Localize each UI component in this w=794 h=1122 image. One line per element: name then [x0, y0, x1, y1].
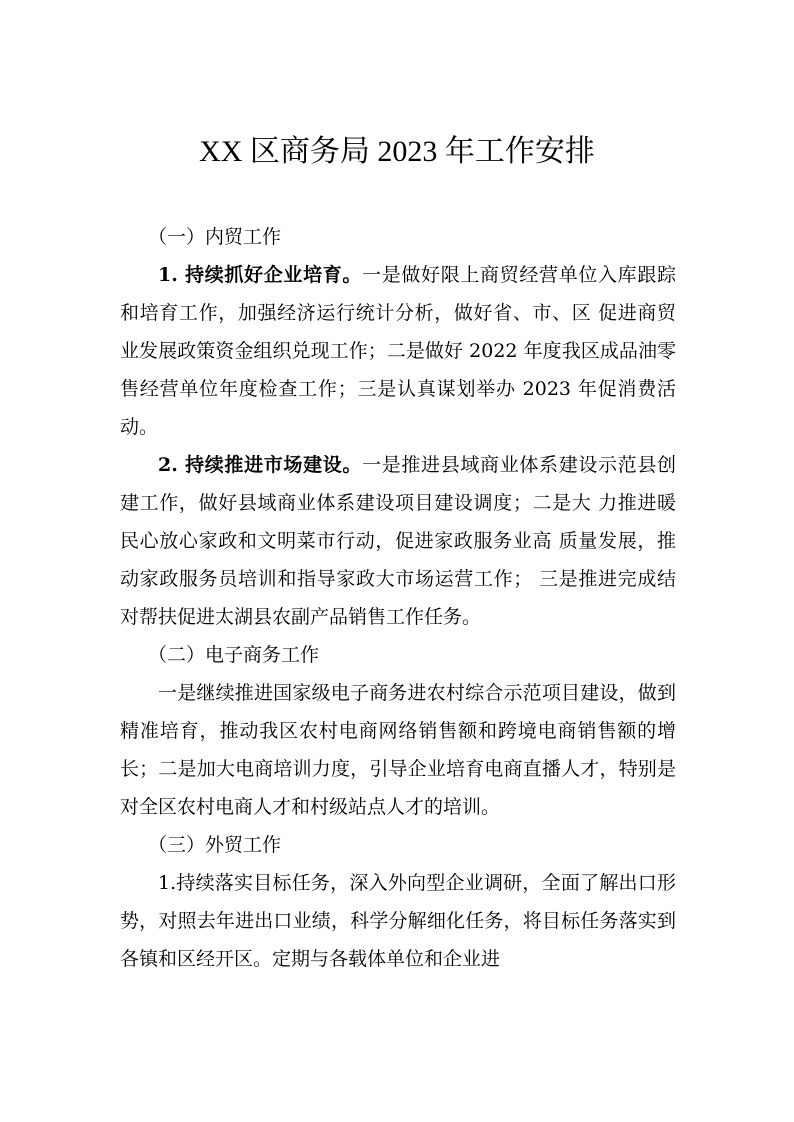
- document-body: [120, 218, 676, 978]
- section-heading-foreign-trade: （三）外贸工作: [148, 834, 282, 856]
- paragraph-text: 一是推进县域商业体系建设示范县创建工作，做好县域商业体系建设项目建设调度；二是大 力推进暖民心放心家政和文明菜市行动，促进家政服务业高 质量发展，推动家政服务员培训和指导家政大市场运营工作； 三是推进完成结对帮扶促进太湖县农副产品销售工作任务。: [120, 454, 676, 628]
- document-title: XX 区商务局 2023 年工作安排: [199, 135, 595, 168]
- paragraph-text: 一是做好限上商贸经营单位入库跟踪和培育工作，加强经济运行统计分析，做好省、市、区 促进商贸业发展政策资金组织兑现工作；二是做好 2022 年度我区成品油零售经营单位年度检查工作；三是认真谋划举办 2023 年促消费活动。: [120, 264, 676, 438]
- paragraph-lead: 2. 持续推进市场建设。: [158, 454, 363, 476]
- section-heading-e-commerce: （二）电子商务工作: [148, 644, 320, 666]
- paragraph-e-commerce: [120, 674, 676, 826]
- paragraph-lead: 1. 持续抓好企业培育。: [158, 264, 363, 286]
- section-heading-domestic-trade: （一）内贸工作: [148, 226, 282, 248]
- paragraph-text: 一是继续推进国家级电子商务进农村综合示范项目建设，做到精准培育，推动我区农村电商网络销售额和跨境电商销售额的增长；二是加大电商培训力度，引导企业培育电商直播人才，特别是对全区农村电商人才和村级站点人才的培训。: [120, 682, 676, 818]
- paragraph-market-construction: [120, 446, 676, 636]
- paragraph-enterprise-cultivation: [120, 256, 676, 446]
- paragraph-text: 1.持续落实目标任务，深入外向型企业调研，全面了解出口形势，对照去年进出口业绩，科学分解细化任务，将目标任务落实到各镇和区经开区。定期与各载体单位和企业进: [120, 872, 676, 970]
- paragraph-foreign-trade: [120, 864, 676, 978]
